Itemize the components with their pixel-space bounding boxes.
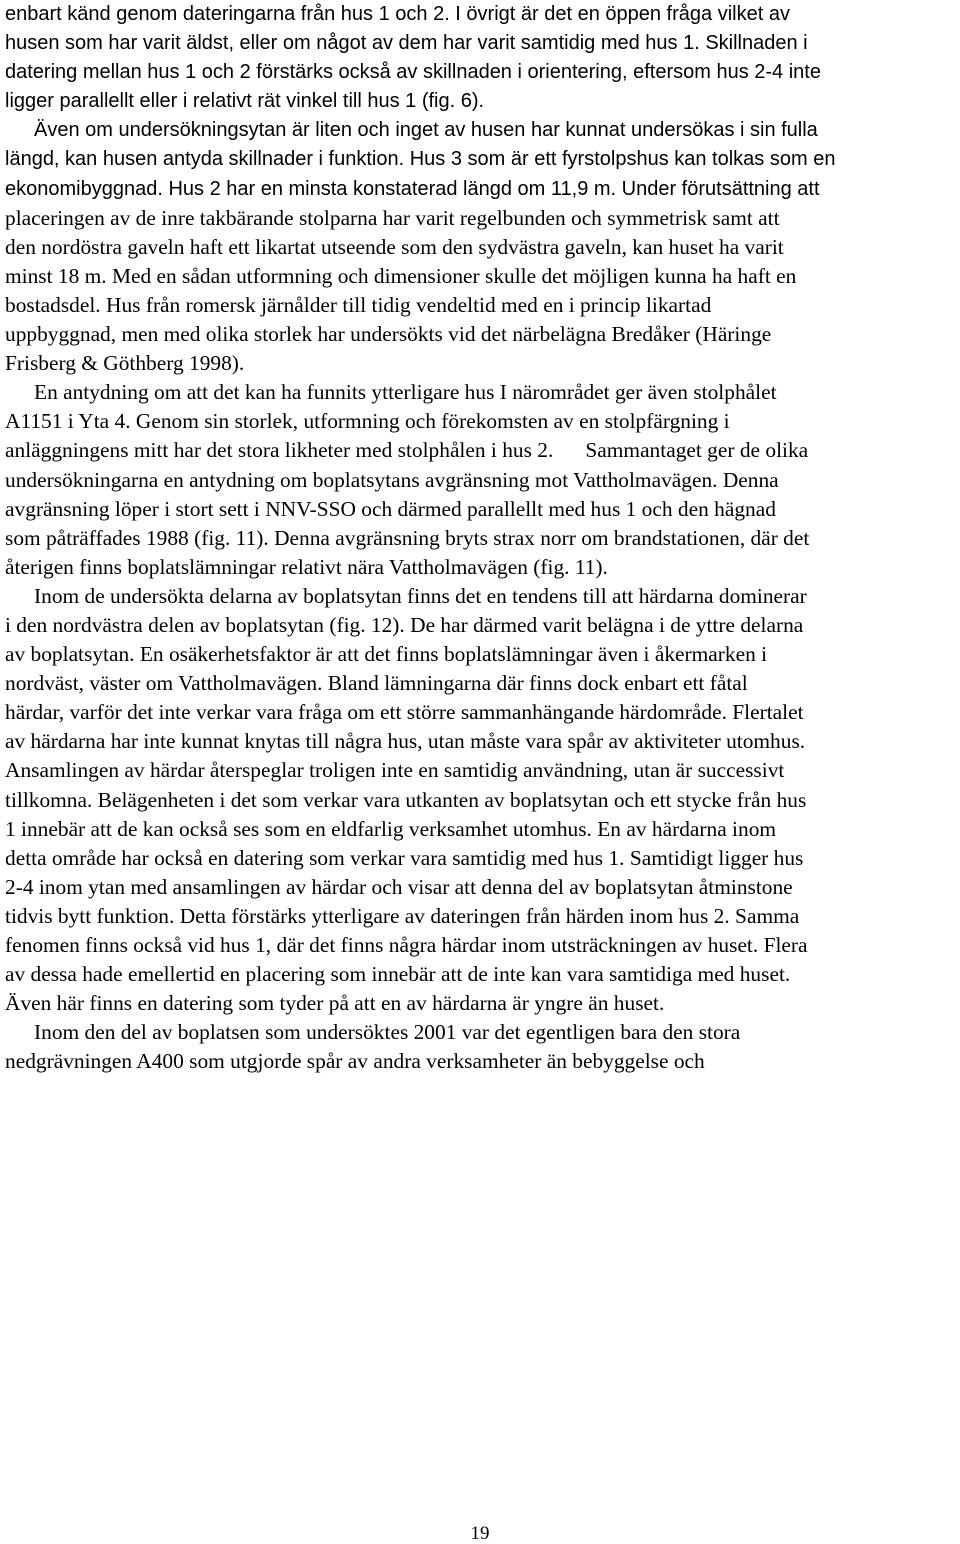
text-line: av dessa hade emellertid en placering som innebär att de inte kan vara samtidiga med huset. <box>5 962 791 987</box>
text-line: nedgrävningen A400 som utgjorde spår av andra verksamheter än bebyggelse och <box>5 1049 705 1074</box>
text-line: återigen finns boplatslämningar relativt nära Vattholmavägen (fig. 11). <box>5 554 608 579</box>
text-line: placeringen av de inre takbärande stolparna har varit regelbunden och symmetrisk samt att <box>5 205 780 230</box>
text-line: fenomen finns också vid hus 1, där det finns några härdar inom utsträckningen av huset. Flera <box>5 933 808 957</box>
text-line: tillkomna. Belägenheten i det som verkar vara utkanten av boplatsytan och ett stycke från hus <box>5 787 807 812</box>
text-line: som påträffades 1988 (fig. 11). Denna avgränsning bryts strax norr om brandstationen, där det <box>5 525 810 550</box>
text-line: avgränsning löper i stort sett i NNV-SSO och därmed parallellt med hus 1 och den hägnad <box>5 496 776 521</box>
text-line: Ansamlingen av härdar återspeglar troligen inte en samtidig användning, utan är successivt <box>5 758 785 783</box>
text-line: enbart känd genom dateringarna från hus 1 och 2. I övrigt är det en öppen fråga vilket av <box>5 3 790 25</box>
text-line: A1151 i Yta 4. Genom sin storlek, utformning och förekomsten av en stolpfärgning i <box>5 409 730 434</box>
text-line: Även här finns en datering som tyder på att en av härdarna är yngre än huset. <box>5 991 665 1016</box>
text-line: datering mellan hus 1 och 2 förstärks också av skillnaden i orientering, eftersom hus 2-4 inte <box>5 61 821 84</box>
text-line: Inom den del av boplatsen som undersöktes 2001 var det egentligen bara den stora <box>34 1020 741 1045</box>
text-line: husen som har varit äldst, eller om något av dem har varit samtidig med hus 1. Skillnaden i <box>5 32 808 55</box>
text-line: ekonomibyggnad. Hus 2 har en minsta konstaterad längd om 11,9 m. Under förutsättning att <box>5 177 820 200</box>
text-line: detta område har också en datering som verkar vara samtidig med hus 1. Samtidigt ligger hus <box>5 845 804 870</box>
body-text <box>5 0 957 1076</box>
text-line: 1 innebär att de kan också ses som en eldfarlig verksamhet utomhus. En av härdarna inom <box>5 816 777 841</box>
text-line: i den nordvästra delen av boplatsytan (fig. 12). De har därmed varit belägna i de yttre delarna <box>5 612 804 637</box>
text-line: En antydning om att det kan ha funnits ytterligare hus I närområdet ger även stolphålet <box>34 380 777 405</box>
text-line: undersökningarna en antydning om boplatsytans avgränsning mot Vattholmavägen. Denna <box>5 467 779 492</box>
text-line: ligger parallellt eller i relativt rät vinkel till hus 1 (fig. 6). <box>5 90 485 113</box>
text-line: Inom de undersökta delarna av boplatsytan finns det en tendens till att härdarna dominerar <box>34 583 807 608</box>
text-line: Frisberg & Göthberg 1998). <box>5 351 245 376</box>
text-line: nordväst, väster om Vattholmavägen. Bland lämningarna där finns dock enbart ett fåtal <box>5 671 748 696</box>
text-line: av härdarna har inte kunnat knytas till några hus, utan måste vara spår av aktiviteter utomhus. <box>5 729 806 754</box>
text-line: minst 18 m. Med en sådan utformning och dimensioner skulle det möjligen kunna ha haft en <box>5 263 797 288</box>
page-number: 19 <box>470 1523 490 1544</box>
text-line: tidvis bytt funktion. Detta förstärks ytterligare av dateringen från härden inom hus 2. Samma <box>5 903 800 928</box>
text-line: Även om undersökningsytan är liten och inget av husen har kunnat undersökas i sin fulla <box>34 119 818 142</box>
text-line: uppbyggnad, men med olika storlek har undersökts vid det närbelägna Bredåker (Häringe <box>5 322 772 347</box>
text-line: härdar, varför det inte verkar vara fråga om ett större sammanhängande härdområde. Flertalet <box>5 700 804 725</box>
text-line: bostadsdel. Hus från romersk järnålder till tidig vendeltid med en i princip likartad <box>5 292 712 317</box>
text-line: den nordöstra gaveln haft ett likartat utseende som den sydvästra gaveln, kan huset ha varit <box>5 234 784 259</box>
text-line: 2-4 inom ytan med ansamlingen av härdar och visar att denna del av boplatsytan åtminstone <box>5 874 793 899</box>
text-line: anläggningens mitt har det stora likheter med stolphålen i hus 2. Sammantaget ger de olika <box>5 438 809 463</box>
text-line: längd, kan husen antyda skillnader i funktion. Hus 3 som är ett fyrstolpshus kan tolkas som en <box>5 148 836 171</box>
text-line: av boplatsytan. En osäkerhetsfaktor är att det finns boplatslämningar även i åkermarken i <box>5 642 768 667</box>
